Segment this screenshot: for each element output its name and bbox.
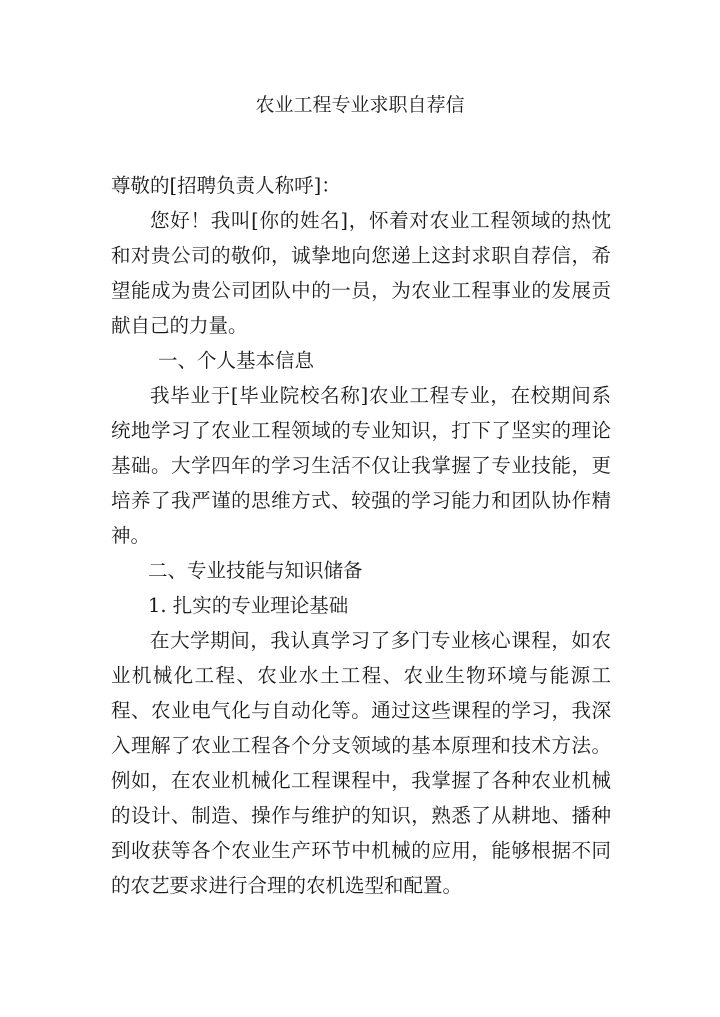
section-heading-personal-info: 一、个人基本信息 [158, 349, 315, 372]
personal-info-paragraph: 我毕业于[毕业院校名称]农业工程专业，在校期间系统地学习了农业工程领域的专业知识，打下了坚实的理论基础。大学四年的学习生活不仅让我掌握了专业技能，更培养了我严谨的思维方式、较强的学习能力和团队协作精神。 [111, 384, 611, 547]
salutation: 尊敬的[招聘负责人称呼]： [111, 174, 341, 197]
document-title: 农业工程专业求职自荐信 [255, 94, 465, 116]
document-body [111, 168, 611, 903]
subsection-heading-theory: 1. 扎实的专业理论基础 [148, 594, 349, 617]
section-heading-skills: 二、专业技能与知识储备 [148, 559, 363, 582]
theory-paragraph: 在大学期间，我认真学习了多门专业核心课程，如农业机械化工程、农业水土工程、农业生物环境与能源工程、农业电气化与自动化等。通过这些课程的学习，我深入理解了农业工程各个分支领域的基本原理和技术方法。例如，在农业机械化工程课程中，我掌握了各种农业机械的设计、制造、操作与维护的知识，熟悉了从耕地、播种到收获等各个农业生产环节中机械的应用，能够根据不同的农艺要求进行合理的农机选型和配置。 [111, 629, 611, 897]
intro-paragraph: 您好！我叫[你的姓名]，怀着对农业工程领域的热忱和对贵公司的敬仰，诚挚地向您递上这封求职自荐信，希望能成为贵公司团队中的一员，为农业工程事业的发展贡献自己的力量。 [111, 209, 611, 337]
